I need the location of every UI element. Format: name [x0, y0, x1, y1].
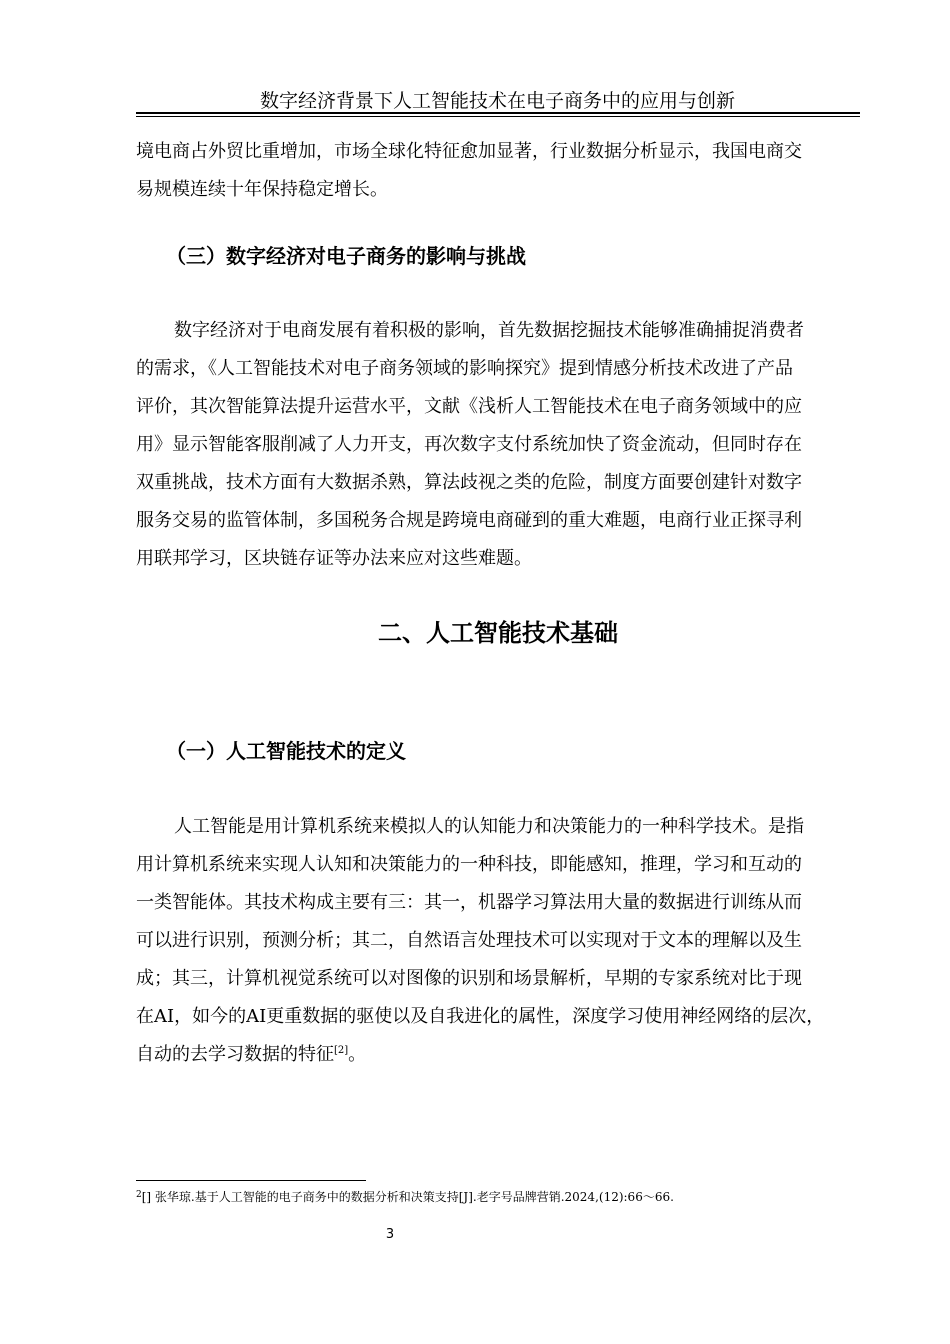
footnote-divider [136, 1180, 366, 1181]
paragraph-line: 成；其三，计算机视觉系统可以对图像的识别和场景解析，早期的专家系统对比于现 [136, 968, 802, 989]
paragraph-line: 用联邦学习，区块链存证等办法来应对这些难题。 [136, 548, 532, 569]
paragraph-line: 的需求，《人工智能技术对电子商务领域的影响探究》提到情感分析技术改进了产品 [136, 358, 793, 379]
header-divider-thick [136, 112, 860, 114]
paragraph-line-text: 自动的去学习数据的特征 [136, 1044, 334, 1065]
paragraph-line: 评价，其次智能算法提升运营水平，文献《浅析人工智能技术在电子商务领域中的应 [136, 396, 802, 417]
citation-marker[interactable]: [2] [334, 1045, 349, 1056]
footnote-text: [] 张华琼.基于人工智能的电子商务中的数据分析和决策支持[J].老字号品牌营销.2024,(12):66～66. [141, 1190, 674, 1204]
paragraph-line: 数字经济对于电商发展有着积极的影响，首先数据挖掘技术能够准确捕捉消费者 [174, 320, 804, 341]
paragraph-line: 在AI，如今的AI更重数据的驱使以及自我进化的属性，深度学习使用神经网络的层次， [136, 1006, 825, 1027]
paragraph-line: 用》显示智能客服削减了人力开支，再次数字支付系统加快了资金流动，但同时存在 [136, 434, 802, 455]
footnote [136, 1188, 674, 1206]
section-heading-ai-definition: （一）人工智能技术的定义 [166, 739, 406, 763]
section-heading-impact-challenges: （三）数字经济对电子商务的影响与挑战 [166, 244, 526, 268]
paragraph-line: 一类智能体。其技术构成主要有三：其一，机器学习算法用大量的数据进行训练从而 [136, 892, 802, 913]
continued-paragraph [136, 133, 860, 209]
section-3-paragraph [136, 312, 860, 578]
paragraph-last-line [136, 1036, 860, 1074]
paragraph-line: 易规模连续十年保持稳定增长。 [136, 179, 388, 200]
paragraph-line: 双重挑战，技术方面有大数据杀熟，算法歧视之类的危险，制度方面要创建针对数字 [136, 472, 802, 493]
footnote-marker: 2 [136, 1190, 142, 1200]
paragraph-line: 用计算机系统来实现人认知和决策能力的一种科技，即能感知，推理，学习和互动的 [136, 854, 802, 875]
page-number: 3 [385, 1227, 395, 1242]
section-1-paragraph [136, 808, 860, 1074]
paragraph-line: 境电商占外贸比重增加，市场全球化特征愈加显著，行业数据分析显示，我国电商交 [136, 141, 802, 162]
paragraph-line-end: 。 [348, 1044, 367, 1065]
paragraph-line: 人工智能是用计算机系统来模拟人的认知能力和决策能力的一种科学技术。是指 [174, 816, 804, 837]
running-header-title: 数字经济背景下人工智能技术在电子商务中的应用与创新 [259, 90, 735, 112]
paragraph-line: 服务交易的监管体制，多国税务合规是跨境电商碰到的重大难题，电商行业正探寻利 [136, 510, 802, 531]
header-divider-thin [136, 116, 860, 117]
chapter-heading-ai-basics: 二、人工智能技术基础 [378, 619, 618, 647]
paragraph-line: 可以进行识别，预测分析；其二，自然语言处理技术可以实现对于文本的理解以及生 [136, 930, 802, 951]
